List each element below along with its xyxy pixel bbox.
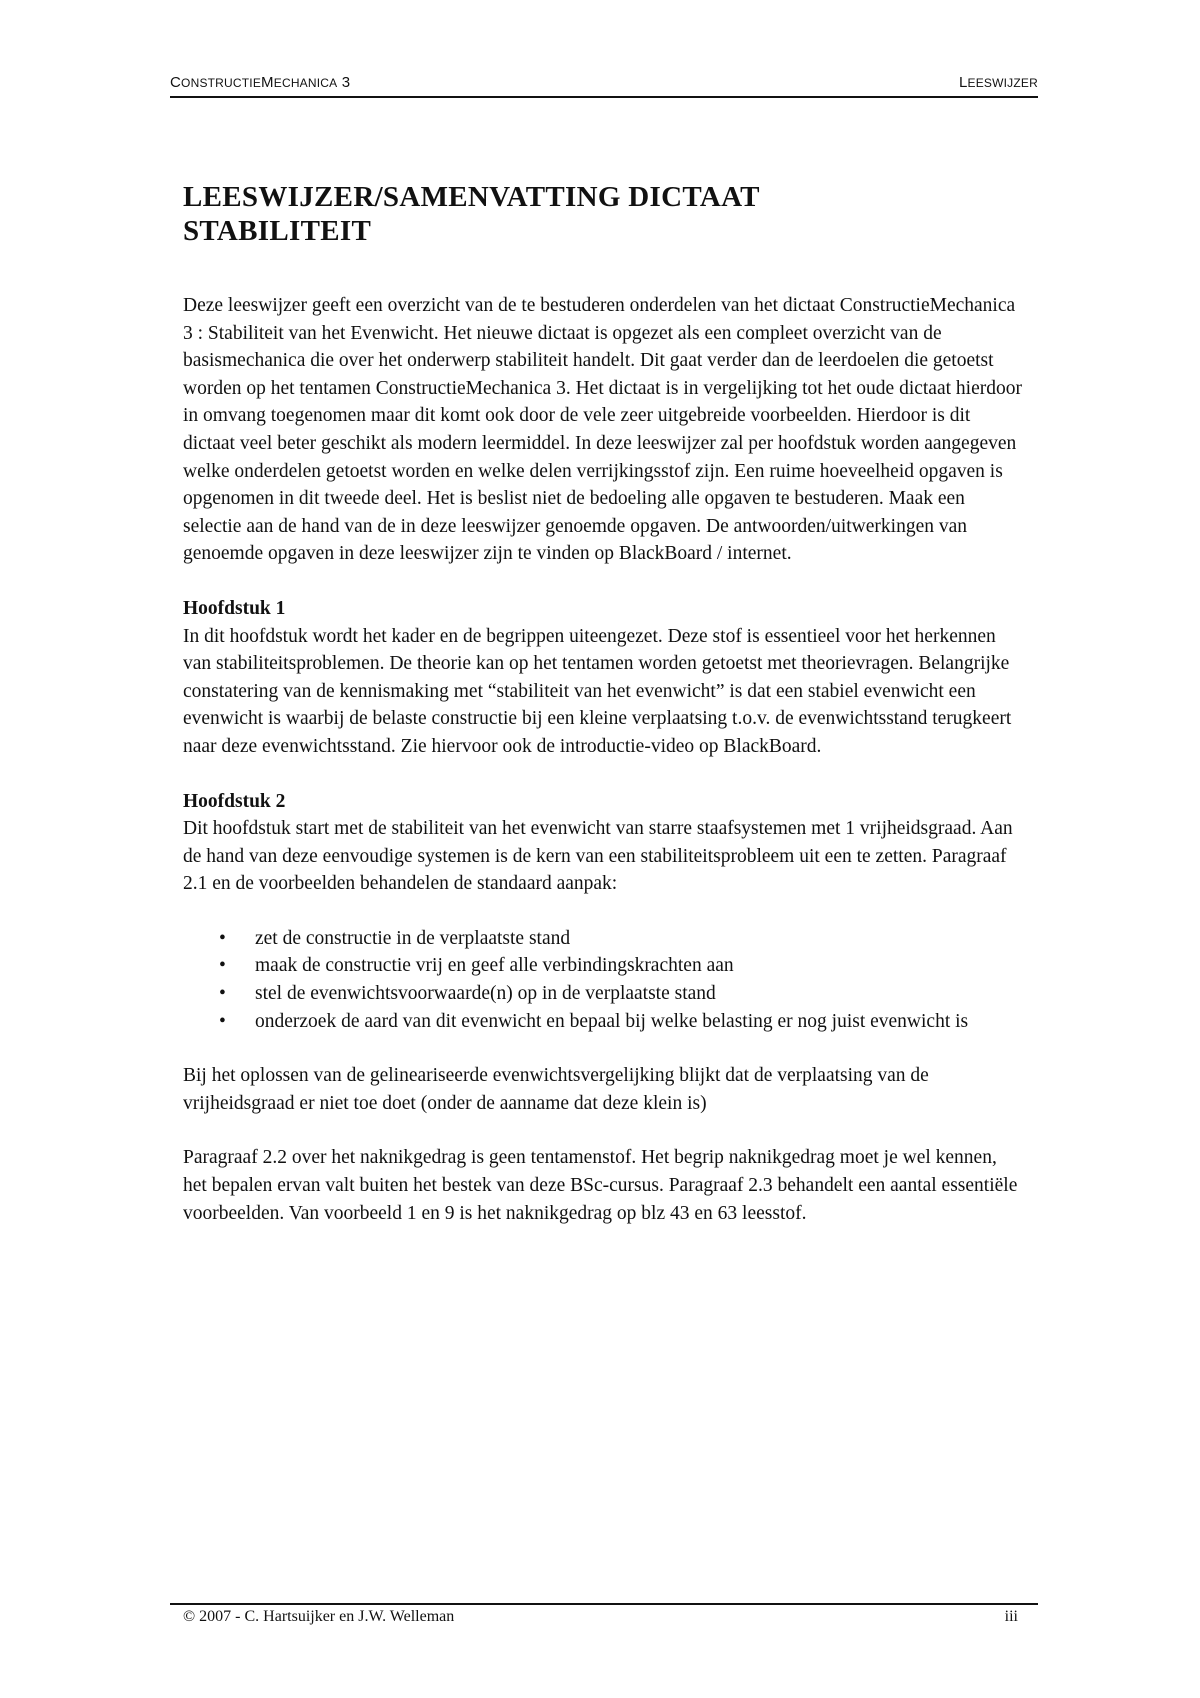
list-item-text: stel de evenwichtsvoorwaarde(n) op in de verplaatste stand xyxy=(255,983,716,1005)
approach-steps-list xyxy=(183,925,1023,1035)
header-course-title xyxy=(170,74,350,91)
running-header xyxy=(170,72,1038,98)
chapter-1-text: In dit hoofdstuk wordt het kader en de begrippen uiteengezet. Deze stof is essentieel voor het herkennen van stabiliteitsproblemen. De theorie kan op het tentamen worden getoetst met theorievragen. Belangrijke constatering van de kennismaking met “stabiliteit van het evenwicht” is dat een stabiel evenwicht een evenwicht is waarbij de belaste constructie bij een kleine verplaatsing t.o.v. de evenwichtsstand terugkeert naar deze evenwichtsstand. Zie hiervoor ook de introductie-video op BlackBoard. xyxy=(183,625,1012,757)
list-item xyxy=(183,925,1023,953)
bullet-icon: • xyxy=(219,927,226,949)
header-part: EESWIJZER xyxy=(967,76,1038,90)
page-title-line: LEESWIJZER/SAMENVATTING DICTAAT xyxy=(183,181,760,213)
header-part: M xyxy=(261,74,274,91)
chapter-2-text: Dit hoofdstuk start met de stabiliteit van het evenwicht van starre staafsystemen met 1 vrijheidsgraad. Aan de hand van deze eenvoudige systemen is de kern van een stabiliteitsprobleem uit een te zetten. Paragraaf 2.1 en de voorbeelden behandelen de standaard aanpak: xyxy=(183,818,1013,895)
list-item xyxy=(183,952,1023,980)
post-buckling-paragraph: Paragraaf 2.2 over het naknikgedrag is geen tentamenstof. Het begrip naknikgedrag moet je wel kennen, het bepalen ervan valt buiten het bestek van deze BSc-cursus. Paragraaf 2.3 behandelt een aantal essentiële voorbeelden. Van voorbeeld 1 en 9 is het naknikgedrag op blz 43 en 63 leesstof. xyxy=(183,1147,1018,1224)
linearized-equation-paragraph: Bij het oplossen van de gelineariseerde evenwichtsvergelijking blijkt dat de verplaatsing van de vrijheidsgraad er niet toe doet (onder de aanname dat deze klein is) xyxy=(183,1065,929,1114)
header-part: ECHANICA xyxy=(273,76,338,90)
header-section-title xyxy=(959,74,1038,91)
main-content xyxy=(183,180,1023,1254)
header-part: ONSTRUCTIE xyxy=(181,76,262,90)
running-footer xyxy=(170,1603,1038,1625)
list-item xyxy=(183,980,1023,1008)
list-item xyxy=(183,1008,1023,1036)
header-part: 3 xyxy=(337,74,351,91)
chapter-1-section xyxy=(183,595,1023,761)
chapter-2-heading: Hoofdstuk 2 xyxy=(183,790,286,812)
chapter-1-heading: Hoofdstuk 1 xyxy=(183,597,286,619)
intro-paragraph: Deze leeswijzer geeft een overzicht van de te bestuderen onderdelen van het dictaat ConstructieMechanica 3 : Stabiliteit van het Evenwicht. Het nieuwe dictaat is opgezet als een compleet overzicht van de basismechanica die over het onderwerp stabiliteit handelt. Dit gaat verder dan de leerdoelen die getoetst worden op het tentamen ConstructieMechanica 3. Het dictaat is in vergelijking tot het oude dictaat hierdoor in omvang toegenomen maar dit komt ook door de vele zeer uitgebreide voorbeelden. Hierdoor is dit dictaat veel beter geschikt als modern leermiddel. In deze leeswijzer zal per hoofdstuk worden aangegeven welke onderdelen getoetst worden en welke delen verrijkingsstof zijn. Een ruime hoeveelheid opgaven is opgenomen in dit tweede deel. Het is beslist niet de bedoeling alle opgaven te bestuderen. Maak een selectie aan de hand van de in deze leeswijzer genoemde opgaven. De antwoorden/uitwerkingen van genoemde opgaven in deze leeswijzer zijn te vinden op BlackBoard / internet. xyxy=(183,295,1022,565)
page-title xyxy=(183,180,1023,248)
list-item-text: onderzoek de aard van dit evenwicht en bepaal bij welke belasting er nog juist evenwicht is xyxy=(255,1010,969,1032)
header-part: L xyxy=(958,74,968,91)
header-part: C xyxy=(170,74,182,91)
bullet-icon: • xyxy=(219,955,226,977)
page-title-line: STABILITEIT xyxy=(183,215,372,247)
chapter-2-section xyxy=(183,788,1023,1228)
footer-page-number: iii xyxy=(1004,1608,1018,1625)
bullet-icon: • xyxy=(219,983,226,1005)
bullet-icon: • xyxy=(219,1010,226,1032)
list-item-text: maak de constructie vrij en geef alle verbindingskrachten aan xyxy=(255,955,734,977)
list-item-text: zet de constructie in de verplaatste stand xyxy=(255,927,571,949)
footer-copyright: © 2007 - C. Hartsuijker en J.W. Welleman xyxy=(183,1608,455,1625)
